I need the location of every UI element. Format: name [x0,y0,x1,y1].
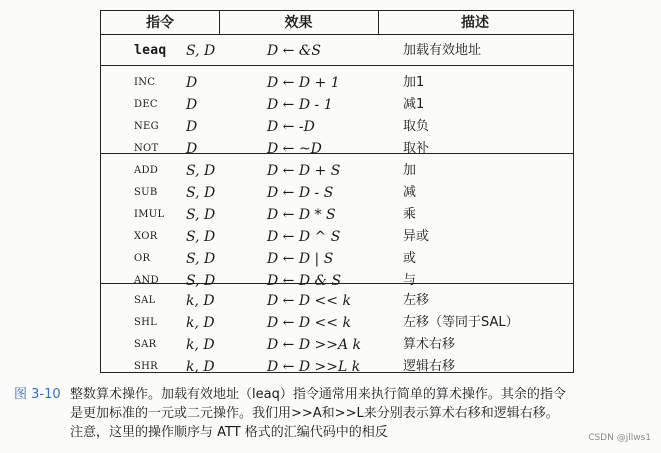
instruction-cell: SHL [134,317,158,328]
description-cell: 取补 [403,141,430,156]
operands-cell: k, D [186,315,215,331]
description-cell: 加1 [403,75,425,90]
description-cell: 减1 [403,97,425,112]
description-cell: 左移 [403,293,430,308]
effect-cell: D ← D ^ S [267,229,341,245]
operands-cell: D [186,119,198,135]
table-row [101,227,573,247]
effect-cell: D ← D * S [267,207,336,223]
instruction-cell: ADD [134,165,159,176]
effect-cell: D ← ~D [267,141,322,157]
figure-number: 图 3-10 [14,387,61,402]
instruction-cell: SHR [134,361,159,372]
table-row [101,335,573,355]
caption-line: 是更加标准的一元或二元操作。我们用>>A和>>L来分别表示算术右移和逻辑右移。 [70,406,559,421]
instruction-cell: SUB [134,187,158,198]
operands-cell: S, D [186,163,216,179]
table-row [101,249,573,269]
operands-cell: S, D [186,273,216,289]
operands-cell: D [186,141,198,157]
instruction-cell: NEG [134,121,159,132]
operands-cell: k, D [186,293,215,309]
table-row [101,95,573,115]
instruction-cell: leaq [134,43,167,58]
description-cell: 或 [403,251,417,266]
description-cell: 乘 [403,207,417,222]
description-cell: 左移（等同于SAL） [403,315,519,330]
table-row [101,357,573,377]
effect-cell: D ← D + S [267,163,341,179]
table-row [101,41,573,61]
header-description: 描述 [461,15,489,31]
instruction-cell: SAR [134,339,157,350]
description-cell: 取负 [403,119,430,134]
effect-cell: D ← D << k [267,293,351,309]
table-row [101,183,573,203]
description-cell: 异或 [403,229,430,244]
description-cell: 算术右移 [403,337,456,352]
instruction-cell: AND [134,275,159,286]
effect-cell: D ← -D [267,119,315,135]
effect-cell: D ← D - 1 [267,97,333,113]
table-row [101,117,573,137]
table-row [101,161,573,181]
description-cell: 逻辑右移 [403,359,456,374]
instruction-cell: DEC [134,99,158,110]
caption-line: 注意，这里的操作顺序与 ATT 格式的汇编代码中的相反 [70,425,388,440]
header-effect: 效果 [284,15,313,31]
watermark: CSDN @jllws1 [588,433,651,443]
table-row [101,313,573,333]
group-separator [101,65,573,66]
caption-line: 整数算术操作。加载有效地址（leaq）指令通常用来执行简单的算术操作。其余的指令 [70,387,566,402]
operands-cell: S, D [186,251,216,267]
operands-cell: k, D [186,337,215,353]
header-instruction: 指令 [146,15,174,31]
operands-cell: S, D [186,185,216,201]
effect-cell: D ← D | S [267,251,334,267]
table-row [101,139,573,159]
instruction-table [100,10,574,373]
effect-cell: D ← D + 1 [267,75,340,91]
figure-caption [70,385,650,442]
instruction-cell: XOR [134,231,158,242]
operands-cell: S, D [186,207,216,223]
instruction-cell: OR [134,253,151,264]
instruction-cell: INC [134,77,156,88]
effect-cell: D ← &S [267,43,321,59]
effect-cell: D ← D >>L k [267,359,361,375]
table-row [101,271,573,291]
description-cell: 与 [403,273,417,288]
table-header [101,11,573,35]
effect-cell: D ← D >>A k [267,337,362,353]
effect-cell: D ← D - S [267,185,334,201]
instruction-cell: NOT [134,143,159,154]
table-row [101,73,573,93]
description-cell: 减 [403,185,417,200]
operands-cell: k, D [186,359,215,375]
operands-cell: D [186,75,198,91]
effect-cell: D ← D & S [267,273,342,289]
description-cell: 加 [403,163,417,178]
operands-cell: S, D [186,229,216,245]
operands-cell: D [186,97,198,113]
table-row [101,205,573,225]
instruction-cell: SAL [134,295,156,306]
operands-cell: S, D [186,43,216,59]
description-cell: 加载有效地址 [403,43,482,58]
table-row [101,291,573,311]
effect-cell: D ← D << k [267,315,351,331]
instruction-cell: IMUL [134,209,165,220]
